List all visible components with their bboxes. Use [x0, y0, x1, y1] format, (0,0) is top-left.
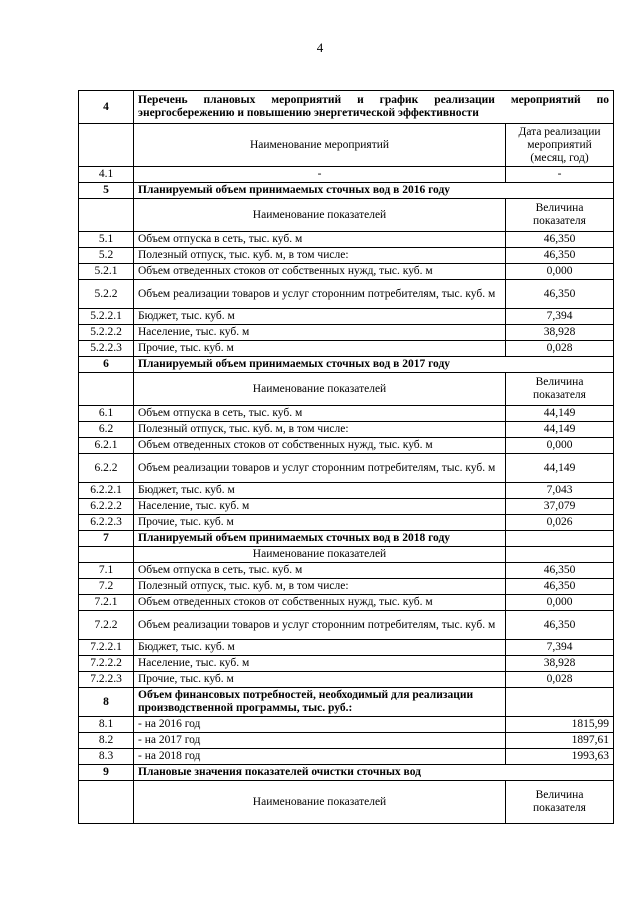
section-7-title-row	[79, 531, 614, 547]
section-7-header-row	[79, 547, 614, 563]
table-row	[79, 406, 614, 422]
section-number: 6	[79, 357, 134, 373]
row-number: 6.2.2.3	[79, 515, 134, 531]
row-number: 7.2.2.3	[79, 672, 134, 688]
section-number: 4	[79, 91, 134, 124]
row-value: 44,149	[506, 406, 614, 422]
row-number: 6.2.2.2	[79, 499, 134, 515]
section-title: Объем финансовых потребностей, необходимый для реализации производственной программы, тыс. руб.:	[134, 688, 506, 717]
section-number: 7	[79, 531, 134, 547]
row-number: 6.2.1	[79, 438, 134, 454]
row-name: Объем отведенных стоков от собственных нужд, тыс. куб. м	[134, 264, 506, 280]
table-row	[79, 595, 614, 611]
section-4-title-row	[79, 91, 614, 124]
row-value: 0,000	[506, 595, 614, 611]
row-number: 5.2.2	[79, 280, 134, 309]
program-table	[78, 90, 614, 824]
section-title: Планируемый объем принимаемых сточных вод в 2017 году	[134, 357, 614, 373]
section-5-header-row	[79, 199, 614, 232]
row-value: 46,350	[506, 611, 614, 640]
row-name: Объем реализации товаров и услуг сторонним потребителям, тыс. куб. м	[134, 280, 506, 309]
row-number: 6.2.2.1	[79, 483, 134, 499]
table-row	[79, 309, 614, 325]
table-row	[79, 515, 614, 531]
row-value: 0,000	[506, 438, 614, 454]
table-row	[79, 656, 614, 672]
row-value: 44,149	[506, 422, 614, 438]
row-value: 0,028	[506, 672, 614, 688]
row-name: Прочие, тыс. куб. м	[134, 341, 506, 357]
row-name: Объем отведенных стоков от собственных нужд, тыс. куб. м	[134, 595, 506, 611]
column-header-name: Наименование показателей	[134, 781, 506, 824]
row-value: 1815,99	[506, 717, 614, 733]
table-row	[79, 264, 614, 280]
row-name: Объем отпуска в сеть, тыс. куб. м	[134, 406, 506, 422]
row-name: Прочие, тыс. куб. м	[134, 515, 506, 531]
section-8-title-row	[79, 688, 614, 717]
row-number: 5.2.1	[79, 264, 134, 280]
row-number: 5.2.2.3	[79, 341, 134, 357]
row-number: 7.2.2.2	[79, 656, 134, 672]
table-row	[79, 611, 614, 640]
row-name: Бюджет, тыс. куб. м	[134, 640, 506, 656]
section-9-header-row	[79, 781, 614, 824]
row-number: 7.2.2.1	[79, 640, 134, 656]
table-row	[79, 499, 614, 515]
row-number: 7.2.2	[79, 611, 134, 640]
row-number: 8.1	[79, 717, 134, 733]
row-value: 46,350	[506, 248, 614, 264]
row-value: 0,028	[506, 341, 614, 357]
row-name: Объем отведенных стоков от собственных нужд, тыс. куб. м	[134, 438, 506, 454]
row-name: - на 2017 год	[134, 733, 506, 749]
row-name: Полезный отпуск, тыс. куб. м, в том числе:	[134, 248, 506, 264]
row-name: Объем реализации товаров и услуг сторонним потребителям, тыс. куб. м	[134, 611, 506, 640]
section-number: 8	[79, 688, 134, 717]
table-row	[79, 672, 614, 688]
row-name: Прочие, тыс. куб. м	[134, 672, 506, 688]
section-5-title-row	[79, 183, 614, 199]
row-value: 46,350	[506, 579, 614, 595]
page-number: 4	[316, 40, 324, 55]
row-name: Объем реализации товаров и услуг сторонним потребителям, тыс. куб. м	[134, 454, 506, 483]
section-title: Планируемый объем принимаемых сточных вод в 2018 году	[134, 531, 506, 547]
column-header-name: Наименование показателей	[134, 199, 506, 232]
row-number: 8.2	[79, 733, 134, 749]
column-header-name: Наименование мероприятий	[134, 124, 506, 167]
row-name: -	[134, 167, 506, 183]
row-name: Объем отпуска в сеть, тыс. куб. м	[134, 563, 506, 579]
row-value: -	[506, 167, 614, 183]
table-row	[79, 563, 614, 579]
row-name: Бюджет, тыс. куб. м	[134, 309, 506, 325]
row-value: 46,350	[506, 232, 614, 248]
row-number: 6.1	[79, 406, 134, 422]
row-number: 8.3	[79, 749, 134, 765]
row-name: Население, тыс. куб. м	[134, 325, 506, 341]
section-title: Планируемый объем принимаемых сточных вод в 2016 году	[134, 183, 614, 199]
row-value: 38,928	[506, 656, 614, 672]
row-number: 4.1	[79, 167, 134, 183]
row-number: 6.2.2	[79, 454, 134, 483]
row-name: - на 2016 год	[134, 717, 506, 733]
section-number: 5	[79, 183, 134, 199]
table-row	[79, 454, 614, 483]
row-value: 7,394	[506, 640, 614, 656]
row-number: 5.2.2.2	[79, 325, 134, 341]
row-name: Полезный отпуск, тыс. куб. м, в том числе:	[134, 579, 506, 595]
column-header-value: Величина показателя	[506, 199, 614, 232]
row-number: 5.2.2.1	[79, 309, 134, 325]
table-row	[79, 438, 614, 454]
row-name: Население, тыс. куб. м	[134, 499, 506, 515]
section-9-title-row	[79, 765, 614, 781]
row-name: - на 2018 год	[134, 749, 506, 765]
table-row	[79, 749, 614, 765]
table-row	[79, 232, 614, 248]
row-value: 1897,61	[506, 733, 614, 749]
column-header-value: Величина показателя	[506, 781, 614, 824]
row-value: 7,043	[506, 483, 614, 499]
row-value: 0,026	[506, 515, 614, 531]
table-row	[79, 717, 614, 733]
table-row	[79, 640, 614, 656]
row-number: 5.1	[79, 232, 134, 248]
row-value: 0,000	[506, 264, 614, 280]
row-name: Полезный отпуск, тыс. куб. м, в том числе:	[134, 422, 506, 438]
row-value: 46,350	[506, 563, 614, 579]
table-row	[79, 280, 614, 309]
row-value: 38,928	[506, 325, 614, 341]
section-6-title-row	[79, 357, 614, 373]
table-row	[79, 483, 614, 499]
row-value: 37,079	[506, 499, 614, 515]
table-row	[79, 341, 614, 357]
row-name: Население, тыс. куб. м	[134, 656, 506, 672]
row-number: 7.2	[79, 579, 134, 595]
row-number: 7.2.1	[79, 595, 134, 611]
section-number: 9	[79, 765, 134, 781]
table-row	[79, 248, 614, 264]
table-row	[79, 167, 614, 183]
column-header-value: Дата реализации мероприятий (месяц, год)	[506, 124, 614, 167]
table-row	[79, 733, 614, 749]
row-number: 6.2	[79, 422, 134, 438]
row-value: 1993,63	[506, 749, 614, 765]
row-value: 44,149	[506, 454, 614, 483]
section-4-header-row	[79, 124, 614, 167]
column-header-name: Наименование показателей	[134, 547, 506, 563]
row-value: 46,350	[506, 280, 614, 309]
row-number: 7.1	[79, 563, 134, 579]
row-name: Объем отпуска в сеть, тыс. куб. м	[134, 232, 506, 248]
table-row	[79, 422, 614, 438]
row-number: 5.2	[79, 248, 134, 264]
section-title: Плановые значения показателей очистки сточных вод	[134, 765, 614, 781]
section-title: Перечень плановых мероприятий и график реализации мероприятий по энергосбережению и повышению энергетической эффективности	[134, 91, 614, 124]
table-row	[79, 325, 614, 341]
table-row	[79, 579, 614, 595]
column-header-value: Величина показателя	[506, 373, 614, 406]
column-header-name: Наименование показателей	[134, 373, 506, 406]
section-6-header-row	[79, 373, 614, 406]
row-value: 7,394	[506, 309, 614, 325]
row-name: Бюджет, тыс. куб. м	[134, 483, 506, 499]
